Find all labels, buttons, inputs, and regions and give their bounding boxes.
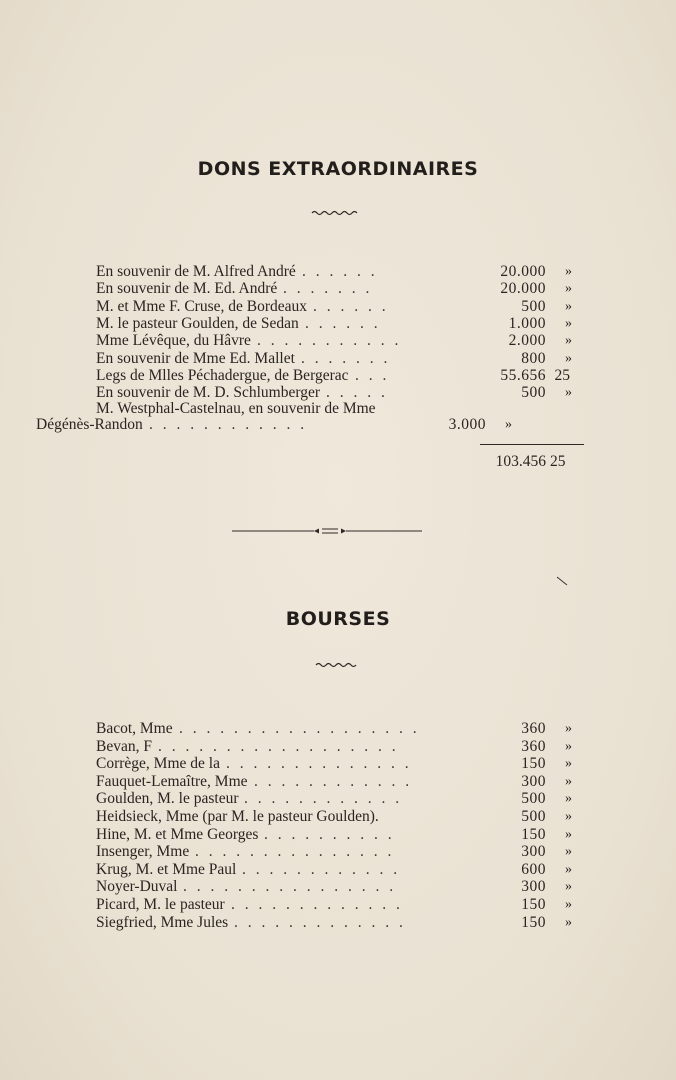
entry-name: Fauquet-Lemaître, Mme [96,772,248,790]
stray-mark [556,576,568,586]
list-item [96,738,578,756]
leader-dots: . . . . . . . . . . . . [254,772,413,790]
wavy-rule-ornament-2 [0,660,676,670]
list-item [96,878,578,896]
entry-amount: 600 [521,860,546,878]
list-item [96,332,578,350]
leader-dots: . . . . . . . . . . . . [244,790,403,808]
ditto-mark: » [565,861,572,877]
total-amount: 103.456 [495,453,546,470]
list-item [96,790,578,808]
list-item [96,350,578,368]
leader-dots: . . . . . . . . . . . . . [231,896,403,913]
entry-amount: 300 [521,843,546,861]
leader-dots: . . . . . . . . . . . . . . . . . . [179,720,420,737]
leader-dots: . . . . . . . . . . . [257,332,402,350]
ditto-mark: » [565,756,572,772]
list-item [96,263,578,281]
list-item [96,755,578,773]
leader-dots: . . . . . . [313,297,389,315]
leader-dots: . . . [355,366,390,384]
entry-name: Heidsieck, Mme (par M. le pasteur Goulden). [96,808,379,825]
entry-name: Insenger, Mme [96,843,190,861]
list-item [96,315,578,333]
leader-dots: . . . . . . . . . . . . . . . . [183,878,397,896]
entry-amount: 500 [521,297,546,315]
leader-dots: . . . . . . . . . . . . [242,860,401,878]
ditto-mark: » [565,333,572,349]
section-title-dons: DONS EXTRAORDINAIRES [197,158,479,180]
entry-name: Bevan, F [96,737,152,755]
list-item [96,826,578,844]
leader-dots: . . . . . . . . . . . . . . . . . . [158,737,399,755]
ditto-mark: » [565,738,572,754]
entry-name: Goulden, M. le pasteur [96,790,239,808]
list-item [36,416,518,434]
entry-name: Siegfried, Mme Jules [96,913,229,931]
entry-amount: 800 [521,349,546,367]
entry-name: Hine, M. et Mme Georges [96,825,259,843]
entry-amount: 2.000 [508,332,546,350]
entry-name: Corrège, Mme de la [96,755,220,773]
leader-dots: . . . . . . [305,314,381,332]
list-item [96,808,578,826]
ditto-mark: » [565,914,572,930]
leader-dots: . . . . . . . [283,280,373,298]
ditto-mark: » [565,826,572,842]
leader-dots: . . . . . . [302,263,378,280]
entry-amount: 150 [521,825,546,843]
list-item [96,773,578,791]
leader-dots: . . . . . . . . . . . . . [234,913,406,931]
ditto-mark: » [505,417,512,432]
list-item [96,861,578,879]
entry-amount: 150 [521,913,546,931]
entry-amount: 150 [521,755,546,773]
list-item [96,367,578,385]
entry-name: Legs de Mlles Péchadergue, de Bergerac [96,366,349,384]
entry-amount: 300 [521,772,546,790]
entry-name: M. et Mme F. Cruse, de Bordeaux [96,297,307,315]
list-item [96,843,578,861]
ditto-mark: » [565,809,572,824]
leader-dots: . . . . . . . [301,349,391,367]
list-item [96,914,578,932]
ditto-mark: » [565,281,572,297]
entry-name: Noyer-Duval [96,878,178,896]
list-item [96,720,578,738]
ditto-mark: » [565,721,572,736]
ditto-mark: » [565,385,572,401]
ditto-mark: » [565,844,572,860]
list-item [96,896,578,914]
entry-amount: 500 [521,808,546,825]
entry-amount: 500 [521,790,546,808]
entry-name: En souvenir de Mme Ed. Mallet [96,349,295,367]
leader-dots: . . . . . [326,384,388,402]
entry-name: En souvenir de M. Alfred André [96,263,296,280]
ditto-mark: » [565,773,572,789]
entry-amount: 500 [521,384,546,402]
entry-amount: 360 [521,720,546,737]
entry-name: En souvenir de M. D. Schlumberger [96,384,320,402]
total-cents: 25 [550,453,566,470]
entry-amount: 150 [521,896,546,913]
ditto-mark: » [565,350,572,366]
divider-ornament [232,524,422,538]
entry-amount: 55.656 [500,366,546,384]
entry-amount: 1.000 [508,314,546,332]
entry-name: M. le pasteur Goulden, de Sedan [96,314,299,332]
entry-name: Krug, M. et Mme Paul [96,860,237,878]
ditto-mark: » [565,791,572,807]
ditto-mark: » [565,897,572,912]
entry-name: Mme Lévêque, du Hâvre [96,332,251,350]
entry-name: Bacot, Mme [96,720,173,737]
leader-dots: . . . . . . . . . . . . [149,416,308,433]
entry-name: Picard, M. le pasteur [96,896,225,913]
entry-name: Dégénès-Randon [36,416,143,433]
leader-dots: . . . . . . . . . . . . . . [226,755,412,773]
list-item [96,298,578,316]
ditto-mark: » [565,879,572,895]
section-title-bourses: BOURSES [285,608,391,630]
leader-dots: . . . . . . . . . . [264,825,395,843]
entry-name: En souvenir de M. Ed. André [96,280,278,298]
entry-amount: 300 [521,878,546,896]
leader-dots: . . . . . . . . . . . . . . . [195,843,395,861]
entry-amount: 3.000 [448,416,486,433]
entry-amount: 360 [521,737,546,755]
ditto-mark: » [565,264,572,279]
entry-amount: 20.000 [500,280,546,298]
entry-cents: 25 [554,366,570,384]
entry-amount: 20.000 [500,263,546,280]
list-item [96,280,578,298]
wavy-rule-ornament [0,208,676,218]
entry-name: M. Westphal-Castelnau, en souvenir de Mme [96,400,376,417]
ditto-mark: » [565,298,572,314]
total-rule [480,444,584,445]
ditto-mark: » [565,315,572,331]
